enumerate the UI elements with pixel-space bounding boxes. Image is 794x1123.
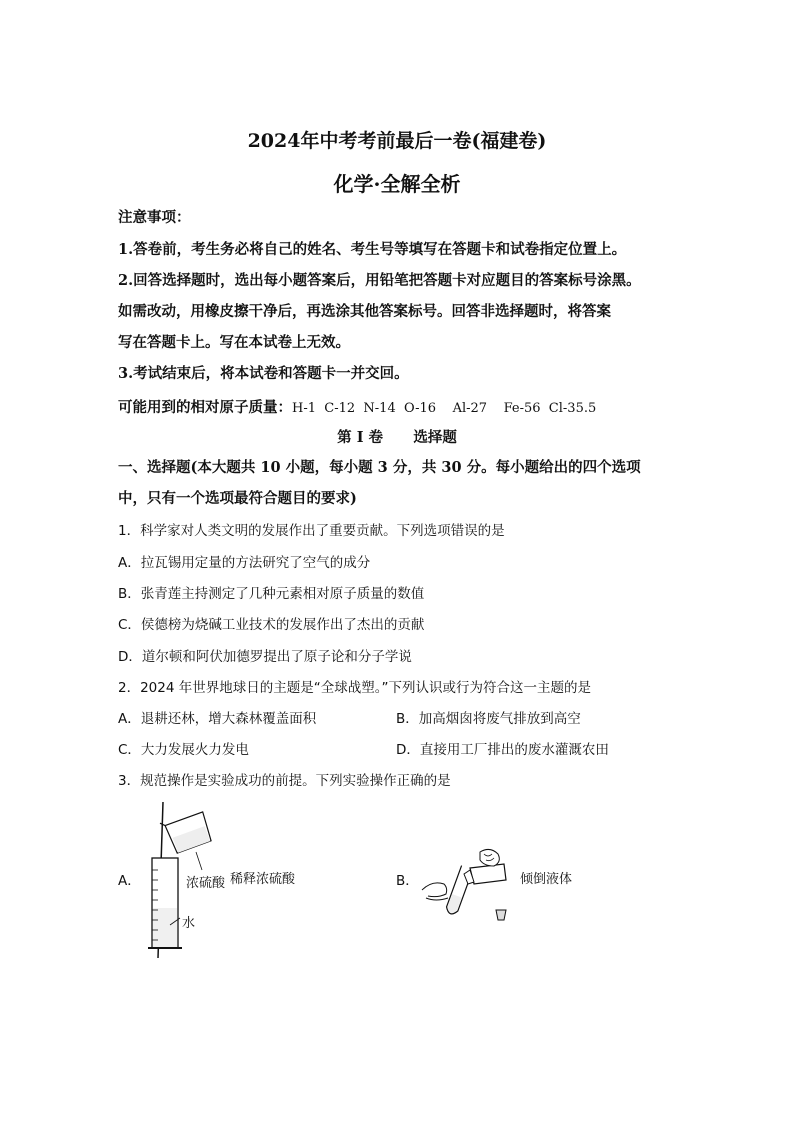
atomic-mass-label: 可能用到的相对原子质量： — [118, 399, 292, 416]
q3-option-a-caption: 稀释浓硫酸 — [230, 872, 296, 887]
reagent-bottle — [464, 849, 506, 884]
q1-option-d: D．道尔顿和阿伏加德罗提出了原子论和分子学说 — [118, 649, 412, 665]
notice-item-2: 2.回答选择题时，选出每小题答案后，用铅笔把答题卡对应题目的答案标号涂黑。 — [118, 272, 641, 289]
q2-option-c: C．大力发展火力发电 — [118, 742, 249, 758]
q1-option-c: C．侯德榜为烧碱工业技术的发展作出了杰出的贡献 — [118, 617, 425, 633]
left-hand — [422, 883, 447, 897]
q1-stem: 1．科学家对人类文明的发展作出了重要贡献。下列选项错误的是 — [118, 523, 505, 539]
q2-option-d: D．直接用工厂排出的废水灌溉农田 — [396, 742, 609, 758]
atomic-mass-line — [118, 396, 678, 417]
q3-option-b-caption: 倾倒液体 — [520, 872, 573, 887]
section-intro-1: 一、选择题(本大题共 10 小题，每小题 3 分，共 30 分。每小题给出的四个选项 — [118, 459, 641, 476]
notice-item-3: 3.考试结束后，将本试卷和答题卡一并交回。 — [118, 365, 409, 382]
page-subtitle: 化学·全解全析 — [333, 172, 461, 196]
section-title: 第 I 卷 选择题 — [337, 429, 457, 446]
atomic-mass-values: H-1 C-12 N-14 O-16 Al-27 Fe-56 Cl-35.5 — [292, 401, 597, 416]
q1-option-a: A．拉瓦锡用定量的方法研究了空气的成分 — [118, 555, 371, 571]
q2-stem: 2．2024 年世界地球日的主题是“全球战塑。”下列认识或行为符合这一主题的是 — [118, 680, 591, 696]
right-hand — [480, 849, 499, 866]
notice-item-1: 1.答卷前，考生务必将自己的姓名、考生号等填写在答题卡和试卷指定位置上。 — [118, 241, 627, 258]
notice-item-2-end: 写在答题卡上。写在本试卷上无效。 — [118, 334, 350, 351]
q3-option-a-letter: A． — [118, 873, 141, 889]
notice-heading: 注意事项： — [118, 209, 191, 226]
notice-item-2-cont: 如需改动，用橡皮擦干净后，再选涂其他答案标号。回答非选择题时，将答案 — [118, 303, 611, 320]
page-title: 2024年中考考前最后一卷(福建卷) — [247, 130, 547, 152]
pouring-figure — [418, 838, 518, 928]
q2-option-b: B．加高烟囱将废气排放到高空 — [396, 711, 581, 727]
bottle-stopper — [496, 910, 506, 920]
q3-stem: 3．规范操作是实验成功的前提。下列实验操作正确的是 — [118, 773, 451, 789]
q1-option-b: B．张青莲主持测定了几种元素相对原子质量的数值 — [118, 586, 425, 602]
section-intro-2: 中，只有一个选项最符合题目的要求) — [118, 490, 357, 507]
label-conc-sulfuric-acid: 浓硫酸 — [186, 876, 226, 891]
beaker-tilted — [160, 808, 213, 855]
q2-option-a: A．退耕还林，增大森林覆盖面积 — [118, 711, 317, 727]
q3-option-b-letter: B． — [396, 873, 419, 889]
label-water: 水 — [182, 916, 196, 931]
